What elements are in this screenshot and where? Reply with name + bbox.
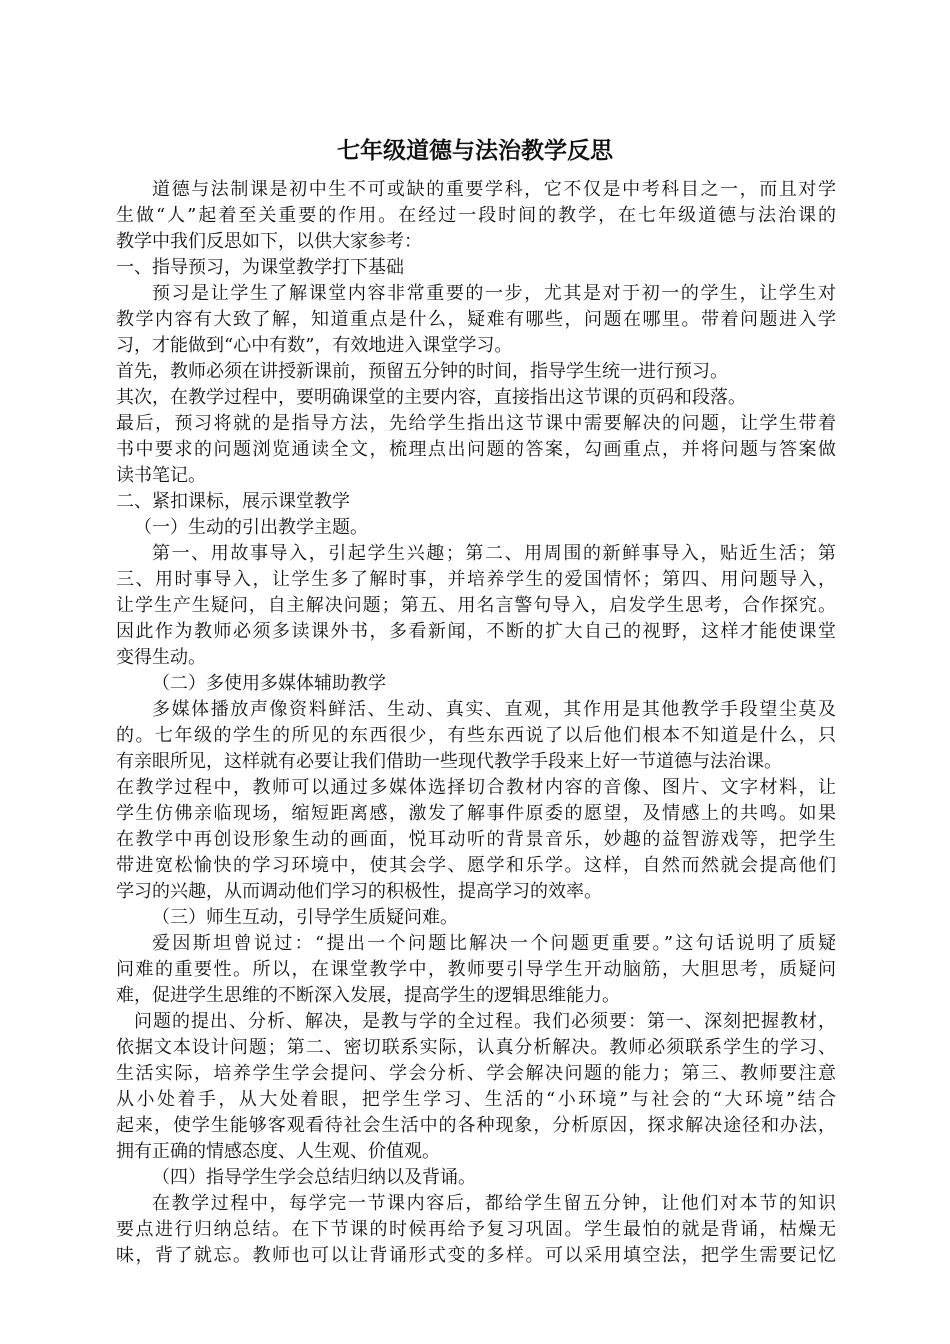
text-line: 生活实际，培养学生学会提问、学会分析、学会解决问题的能力；第三、教师要注意 [116, 1063, 836, 1084]
text-line: 三、用时事导入，让学生多了解时事，并培养学生的爱国情怀；第四、用问题导入， [116, 569, 836, 590]
text-line: 第一、用故事导入，引起学生兴趣；第二、用周围的新鲜事导入，贴近生活；第 [152, 543, 836, 564]
text-line: 带进宽松愉快的学习环境中，使其会学、愿学和乐学。这样，自然而然就会提高他们 [116, 855, 836, 876]
text-line: 爱因斯坦曾说过：“提出一个问题比解决一个问题更重要。”这句话说明了质疑 [152, 933, 836, 954]
text-line: 的。七年级的学生的所见的东西很少，有些东西说了以后他们根本不知道是什么，只 [116, 725, 836, 746]
text-line: 学习的兴趣，从而调动他们学习的积极性，提高学习的效率。 [116, 881, 602, 902]
text-line: 从小处着手，从大处着眼，把学生学习、生活的“小环境”与社会的“大环境”结合 [116, 1089, 836, 1110]
text-line: 问难的重要性。所以，在课堂教学中，教师要引导学生开动脑筋，大胆思考，质疑问 [116, 959, 836, 980]
text-line: 问题的提出、分析、解决，是教与学的全过程。我们必须要：第一、深刻把握教材， [134, 1011, 836, 1032]
text-line: 在教学过程中，教师可以通过多媒体选择切合教材内容的音像、图片、文字材料，让 [116, 777, 836, 798]
subsection-heading: （一）生动的引出教学主题。 [134, 517, 368, 538]
text-line: 习，才能做到“心中有数”，有效地进入课堂学习。 [116, 335, 513, 356]
text-line: 味，背了就忘。教师也可以让背诵形式变的多样。可以采用填空法，把学生需要记忆 [116, 1245, 836, 1266]
text-line: 教学内容有大致了解，知道重点是什么，疑难有哪些，问题在哪里。带着问题进入学 [116, 309, 836, 330]
text-line: 道德与法制课是初中生不可或缺的重要学科，它不仅是中考科目之一，而且对学 [152, 179, 836, 200]
text-line: 读书笔记。 [116, 465, 206, 486]
text-line: 多媒体播放声像资料鲜活、生动、真实、直观，其作用是其他教学手段望尘莫及 [152, 699, 836, 720]
text-line: 依据文本设计问题；第二、密切联系实际，认真分析解决。教师必须联系学生的学习、 [116, 1037, 836, 1058]
text-line: 其次，在教学过程中，要明确课堂的主要内容，直接指出这节课的页码和段落。 [116, 387, 746, 408]
subsection-heading: （四）指导学生学会总结归纳以及背诵。 [152, 1167, 476, 1188]
subsection-heading: （三）师生互动，引导学生质疑问难。 [152, 907, 458, 928]
text-line: 因此作为教师必须多读课外书，多看新闻，不断的扩大自己的视野，这样才能使课堂 [116, 621, 836, 642]
text-line: 有亲眼所见，这样就有必要让我们借助一些现代教学手段来上好一节道德与法治课。 [116, 751, 782, 772]
text-line: 教学中我们反思如下，以供大家参考： [116, 231, 422, 252]
text-line: 难，促进学生思维的不断深入发展，提高学生的逻辑思维能力。 [116, 985, 620, 1006]
document-title: 七年级道德与法治教学反思 [337, 137, 613, 164]
text-line: 学生仿佛亲临现场，缩短距离感，激发了解事件原委的愿望，及情感上的共鸣。如果 [116, 803, 836, 824]
section-heading: 一、指导预习，为课堂教学打下基础 [116, 257, 404, 278]
text-line: 拥有正确的情感态度、人生观、价值观。 [116, 1141, 440, 1162]
text-line: 预习是让学生了解课堂内容非常重要的一步，尤其是对于初一的学生，让学生对 [152, 283, 836, 304]
text-line: 生做“人”起着至关重要的作用。在经过一段时间的教学，在七年级道德与法治课的 [116, 205, 836, 226]
text-line: 首先，教师必须在讲授新课前，预留五分钟的时间，指导学生统一进行预习。 [116, 361, 728, 382]
text-line: 让学生产生疑问，自主解决问题；第五、用名言警句导入，启发学生思考，合作探究。 [116, 595, 836, 616]
text-line: 变得生动。 [116, 647, 206, 668]
text-line: 要点进行归纳总结。在下节课的时候再给予复习巩固。学生最怕的就是背诵，枯燥无 [116, 1219, 836, 1240]
text-line: 在教学中再创设形象生动的画面，悦耳动听的背景音乐，妙趣的益智游戏等，把学生 [116, 829, 836, 850]
section-heading: 二、紧扣课标，展示课堂教学 [116, 491, 350, 512]
text-line: 书中要求的问题浏览通读全文，梳理点出问题的答案，勾画重点，并将问题与答案做 [116, 439, 836, 460]
subsection-heading: （二）多使用多媒体辅助教学 [152, 673, 386, 694]
text-line: 起来，使学生能够客观看待社会生活中的各种现象，分析原因，探求解决途径和办法， [116, 1115, 836, 1136]
text-line: 最后，预习将就的是指导方法，先给学生指出这节课中需要解决的问题，让学生带着 [116, 413, 836, 434]
text-line: 在教学过程中，每学完一节课内容后，都给学生留五分钟，让他们对本节的知识 [152, 1193, 836, 1214]
